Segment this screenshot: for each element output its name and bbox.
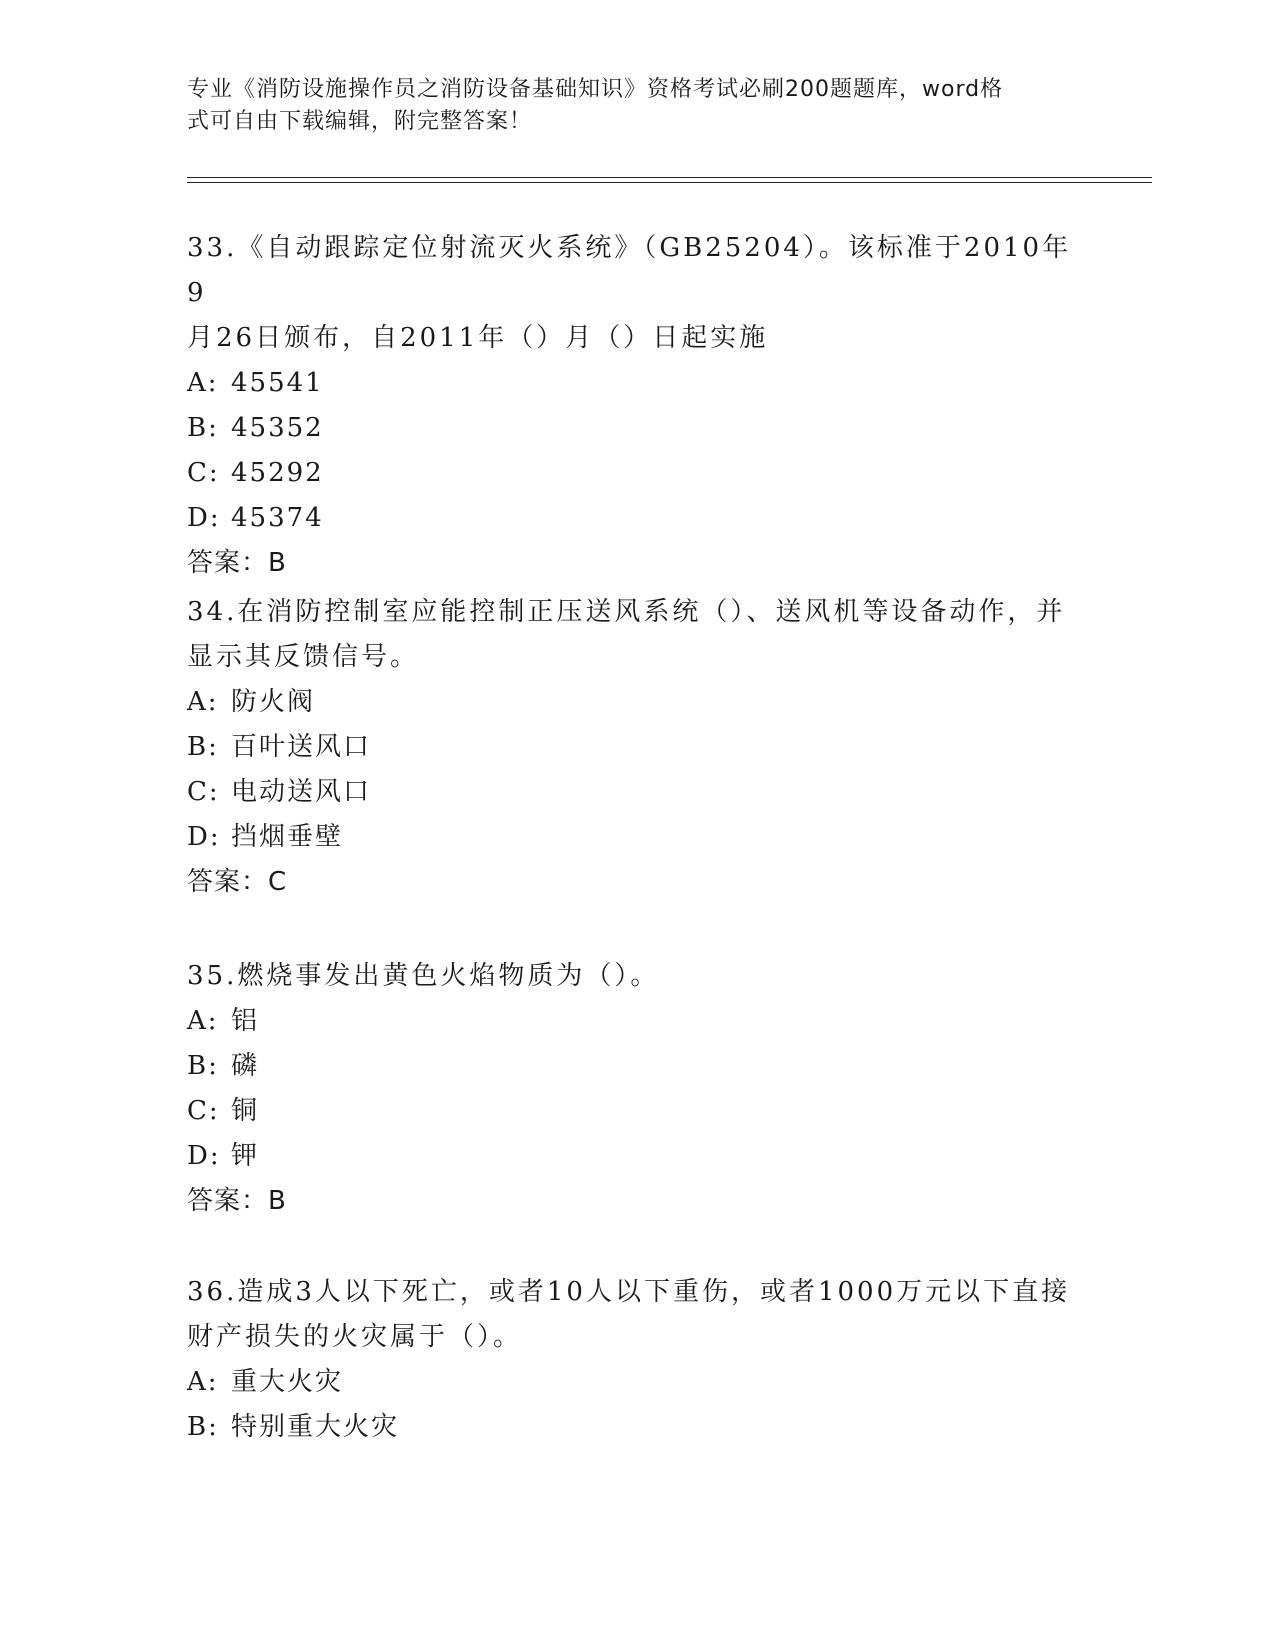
option-b [187, 406, 1087, 451]
option-text: 特别重大火灾 [231, 1412, 400, 1442]
header-title-line-1: 专业《消防设施操作员之消防设备基础知识》资格考试必刷200题题库，word格 [187, 77, 1004, 102]
option-text: 磷 [231, 1051, 260, 1081]
option-a [187, 1360, 1087, 1405]
option-letter: B: [187, 1412, 219, 1442]
option-letter: B: [187, 1051, 219, 1081]
question-34 [187, 590, 1087, 905]
option-text: 45541 [231, 368, 324, 398]
option-text: 45352 [231, 413, 324, 443]
option-b [187, 725, 1087, 770]
question-text-line: 36.造成3人以下死亡，或者10人以下重伤，或者1000万元以下直接 [187, 1277, 1071, 1307]
option-a [187, 361, 1087, 406]
question-33 [187, 226, 1087, 586]
option-d [187, 815, 1087, 860]
option-letter: D: [187, 822, 221, 852]
option-a [187, 680, 1087, 725]
document-header [187, 74, 1087, 138]
question-36 [187, 1270, 1087, 1450]
option-text: 重大火灾 [231, 1367, 344, 1397]
option-letter: B: [187, 732, 219, 762]
question-text-line: 33.《自动跟踪定位射流灭火系统》（GB25204）。该标准于2010年9 [187, 233, 1072, 308]
option-letter: A: [187, 1006, 219, 1036]
option-letter: C: [187, 777, 220, 807]
question-35 [187, 954, 1087, 1224]
option-text: 电动送风口 [231, 777, 372, 807]
question-text-line: 显示其反馈信号。 [187, 642, 420, 672]
option-letter: D: [187, 503, 221, 533]
option-text: 45374 [231, 503, 324, 533]
question-text-line: 财产损失的火灾属于（）。 [187, 1322, 523, 1352]
option-letter: A: [187, 1367, 219, 1397]
option-letter: A: [187, 687, 219, 717]
option-c [187, 1089, 1087, 1134]
option-letter: D: [187, 1141, 221, 1171]
option-a [187, 999, 1087, 1044]
option-text: 钾 [231, 1141, 260, 1171]
answer-line: 答案：C [187, 867, 288, 897]
option-letter: C: [187, 458, 220, 488]
option-text: 铝 [231, 1006, 260, 1036]
question-text-line: 35.燃烧事发出黄色火焰物质为（）。 [187, 961, 660, 991]
option-d [187, 1134, 1087, 1179]
question-text-line: 月26日颁布，自2011年（）月（）日起实施 [187, 323, 769, 353]
question-text-line: 34.在消防控制室应能控制正压送风系统（）、送风机等设备动作，并 [187, 597, 1066, 627]
answer-line: 答案：B [187, 548, 287, 578]
header-divider-top [187, 177, 1152, 178]
option-text: 挡烟垂壁 [231, 822, 344, 852]
option-b [187, 1405, 1087, 1450]
option-letter: A: [187, 368, 219, 398]
option-d [187, 496, 1087, 541]
option-text: 百叶送风口 [231, 732, 372, 762]
option-letter: C: [187, 1096, 220, 1126]
option-text: 防火阀 [231, 687, 316, 717]
header-divider-bottom [187, 182, 1152, 183]
option-c [187, 451, 1087, 496]
option-text: 45292 [231, 458, 324, 488]
option-letter: B: [187, 413, 219, 443]
option-text: 铜 [231, 1096, 260, 1126]
option-c [187, 770, 1087, 815]
option-b [187, 1044, 1087, 1089]
answer-line: 答案：B [187, 1186, 287, 1216]
header-title-line-2: 式可自由下载编辑，附完整答案！ [187, 109, 533, 134]
